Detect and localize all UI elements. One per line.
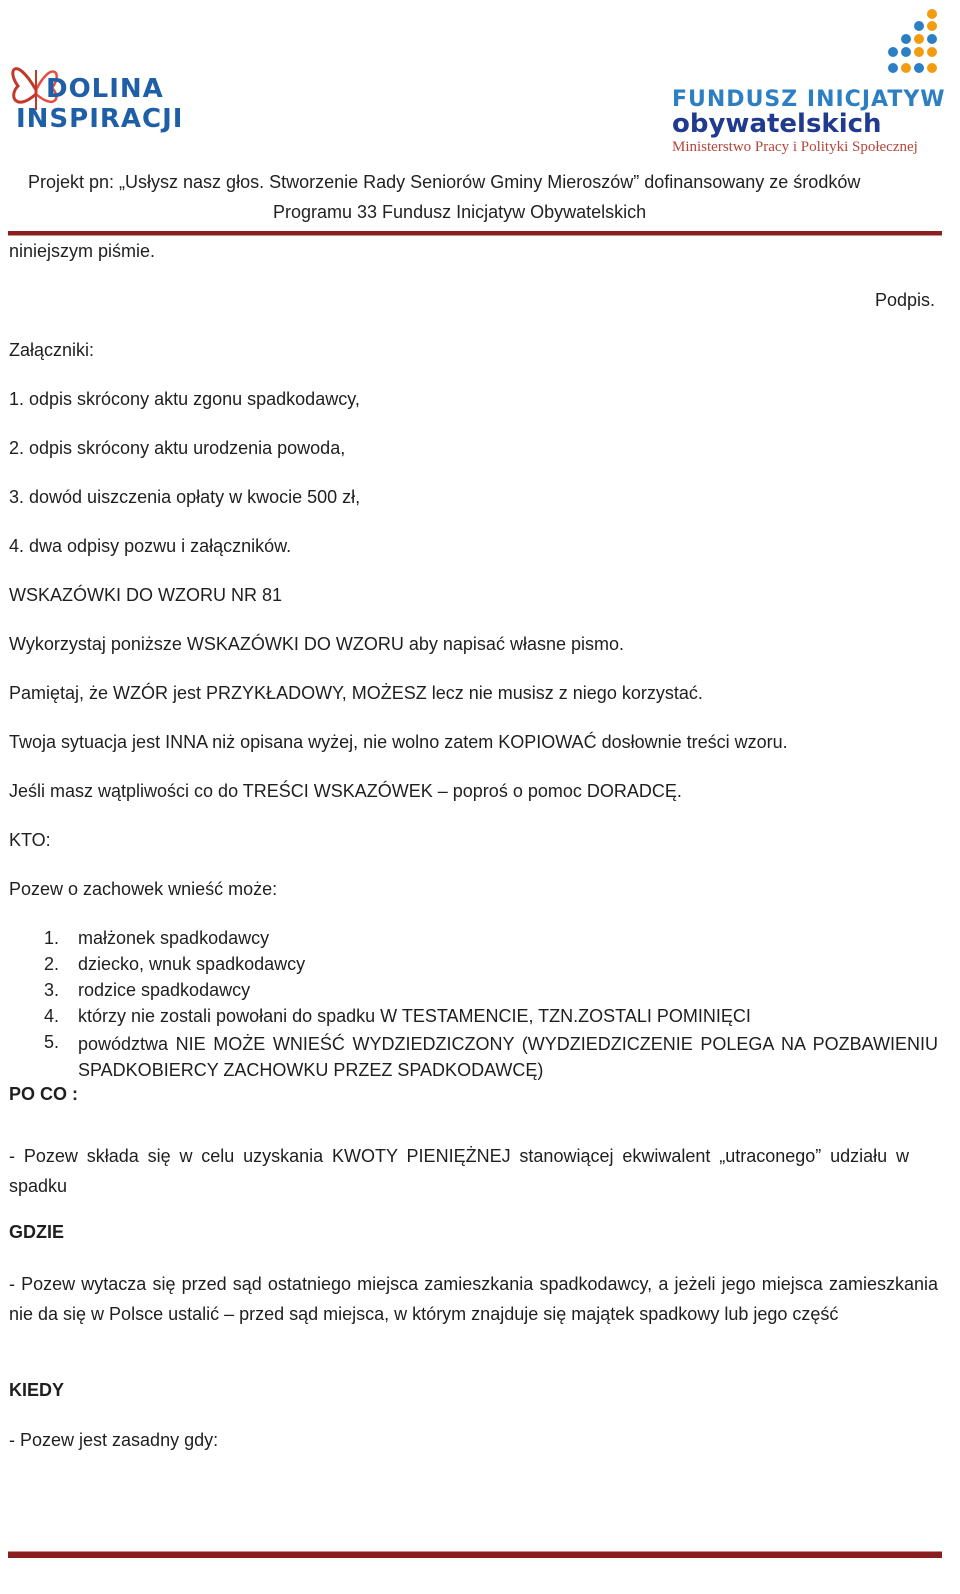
gdzie-heading: GDZIE: [9, 1222, 65, 1242]
dots-icon: [877, 8, 947, 78]
logo-left-line1: DOLINA: [46, 74, 164, 104]
fio-logo: [672, 8, 954, 158]
gdzie-text: - Pozew wytacza się przed sąd ostatniego miejsca zamieszkania spadkodawcy, a jeżeli jego miejsca zamieszkania nie da się w Polsce ustalić – przed sąd miejsca, w którym znajduje się majątek spadkowy lub jego część: [9, 1274, 938, 1324]
kto-item-number: 1.: [44, 928, 60, 948]
logo-left-line2: INSPIRACJI: [16, 104, 184, 134]
kto-item-text: małżonek spadkodawcy: [78, 928, 270, 948]
attachment-item: 1. odpis skrócony aktu zgonu spadkodawcy,: [9, 389, 360, 409]
header-line2: Programu 33 Fundusz Inicjatyw Obywatelskich: [273, 202, 647, 222]
kto-list-item: [44, 979, 250, 1001]
footer-divider: [8, 1551, 942, 1558]
dolina-inspiracji-logo: [6, 50, 184, 140]
attachment-item: 4. dwa odpisy pozwu i załączników.: [9, 536, 292, 556]
kto-item-text: dziecko, wnuk spadkodawcy: [78, 954, 306, 974]
kto-item-number: 3.: [44, 980, 60, 1000]
intro-tail: niniejszym piśmie.: [9, 241, 156, 261]
kto-list-item: [44, 927, 269, 949]
tip-item: Wykorzystaj poniższe WSKAZÓWKI DO WZORU aby napisać własne pismo.: [9, 634, 624, 654]
header-line1: Projekt pn: „Usłysz nasz głos. Stworzenie Rady Seniorów Gminy Mieroszów” dofinansowany ze środków: [28, 172, 861, 192]
kto-intro: Pozew o zachowek wnieść może:: [9, 879, 278, 899]
tip-item: Pamiętaj, że WZÓR jest PRZYKŁADOWY, MOŻESZ lecz nie musisz z niego korzystać.: [9, 683, 703, 703]
tip-item: Twoja sytuacja jest INNA niż opisana wyżej, nie wolno zatem KOPIOWAĆ dosłownie treści wzoru.: [9, 732, 788, 752]
poco-heading: PO CO :: [9, 1084, 79, 1104]
logo-right-line1: FUNDUSZ INICJATYW: [672, 87, 946, 112]
kto-item-text: którzy nie zostali powołani do spadku W TESTAMENCIE, TZN.ZOSTALI POMINIĘCI: [78, 1006, 751, 1026]
kto-item-number: 4.: [44, 1006, 60, 1026]
tips-title: WSKAZÓWKI DO WZORU NR 81: [9, 585, 283, 605]
signature: Podpis.: [875, 290, 936, 310]
kiedy-heading: KIEDY: [9, 1380, 65, 1400]
kto-list-item: [44, 1031, 78, 1053]
kto-list-item: [44, 953, 305, 975]
kto-heading: KTO:: [9, 830, 51, 850]
logo-right-line3: Ministerstwo Pracy i Polityki Społecznej: [672, 139, 918, 155]
kto-list-item: [44, 1005, 751, 1027]
attachments-title: Załączniki:: [9, 340, 95, 360]
header-divider: [8, 231, 942, 236]
kiedy-text: - Pozew jest zasadny gdy:: [9, 1430, 219, 1450]
kto-item-number: 2.: [44, 954, 60, 974]
attachment-item: 2. odpis skrócony aktu urodzenia powoda,: [9, 438, 346, 458]
kto-item-text-long: powództwa NIE MOŻE WNIEŚĆ WYDZIEDZICZONY (WYDZIEDZICZENIE POLEGA NA POZBAWIENIU SPADKOBIERCY ZACHOWKU PRZEZ SPADKODAWCĘ): [78, 1034, 938, 1080]
poco-text: - Pozew składa się w celu uzyskania KWOTY PIENIĘŻNEJ stanowiącej ekwiwalent „utraconego” udziału w spadku: [9, 1146, 909, 1196]
attachment-item: 3. dowód uiszczenia opłaty w kwocie 500 zł,: [9, 487, 361, 507]
logo-right-line2: obywatelskich: [672, 109, 882, 139]
tip-item: Jeśli masz wątpliwości co do TREŚCI WSKAZÓWEK – poproś o pomoc DORADCĘ.: [9, 781, 682, 801]
kto-item-text: rodzice spadkodawcy: [78, 980, 251, 1000]
kto-item-number: 5.: [44, 1032, 60, 1052]
